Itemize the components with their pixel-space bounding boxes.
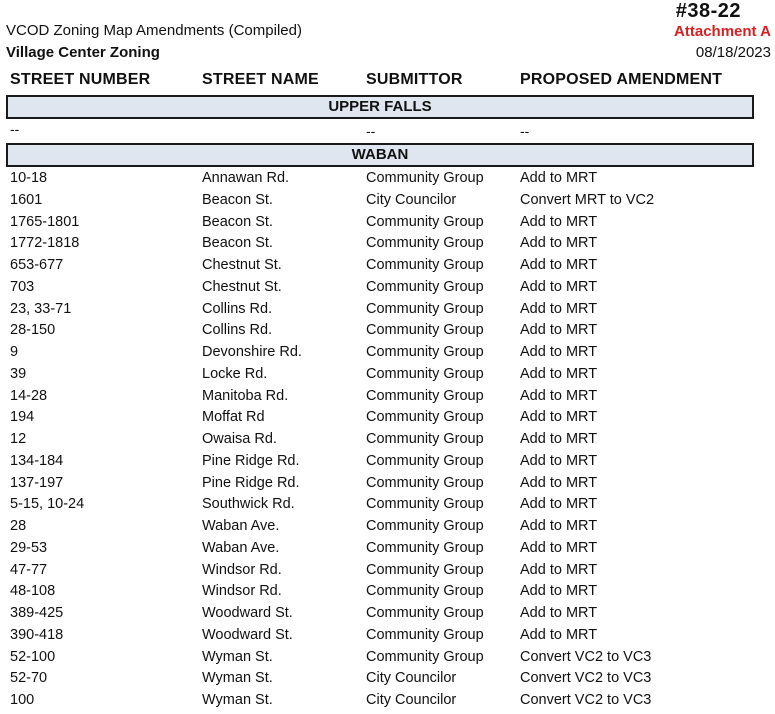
cell-proposed-amendment: Add to MRT xyxy=(520,496,598,513)
cell-street-name: Chestnut St. xyxy=(202,257,282,273)
cell-street-name: Chestnut St. xyxy=(202,278,282,295)
cell-proposed-amendment: Add to MRT xyxy=(520,409,598,426)
table-row xyxy=(0,562,775,584)
cell-street-number: 23, 33-71 xyxy=(10,300,72,317)
table-row xyxy=(0,170,775,192)
cell-street-number: 194 xyxy=(10,409,35,426)
cell-submittor: Community Group xyxy=(366,170,484,186)
cell-proposed-amendment: Add to MRT xyxy=(520,344,598,360)
cell-proposed-amendment: Add to MRT xyxy=(520,518,598,534)
cell-proposed-amendment: Add to MRT xyxy=(520,213,598,230)
table-row xyxy=(0,214,775,236)
cell-street-name: Wyman St. xyxy=(202,692,273,708)
cell-proposed-amendment: Convert VC2 to VC3 xyxy=(520,692,652,708)
document-date: 08/18/2023 xyxy=(695,44,771,61)
cell-street-name: Windsor Rd. xyxy=(202,561,282,578)
cell-submittor: City Councilor xyxy=(366,670,457,687)
column-header-street-number: STREET NUMBER xyxy=(10,71,151,88)
cell-street-name: Woodward St. xyxy=(202,626,293,643)
cell-submittor: Community Group xyxy=(366,452,484,469)
cell-proposed-amendment: Add to MRT xyxy=(520,365,598,382)
cell-submittor: City Councilor xyxy=(366,692,457,708)
cell-street-name: Beacon St. xyxy=(202,213,273,230)
cell-submittor: Community Group xyxy=(366,474,484,491)
table-row xyxy=(0,279,775,301)
cell-submittor: Community Group xyxy=(366,387,484,404)
cell-street-name: Moffat Rd xyxy=(202,409,265,426)
cell-street-name: Wyman St. xyxy=(202,670,273,687)
cell-proposed-amendment: Add to MRT xyxy=(520,431,598,447)
cell-street-number: 653-677 xyxy=(10,257,64,273)
cell-street-number: 100 xyxy=(10,692,35,708)
cell-submittor: Community Group xyxy=(366,213,484,230)
cell-street-name: Pine Ridge Rd. xyxy=(202,474,300,491)
cell-street-name: Annawan Rd. xyxy=(202,170,290,186)
cell-submittor: Community Group xyxy=(366,300,484,317)
cell-street-name: Waban Ave. xyxy=(202,518,280,534)
cell-street-name: Devonshire Rd. xyxy=(202,344,302,360)
cell-submittor: Community Group xyxy=(366,518,484,534)
cell-street-number: 137-197 xyxy=(10,474,64,491)
cell-street-number: 28-150 xyxy=(10,322,56,339)
cell-proposed-amendment: Convert VC2 to VC3 xyxy=(520,648,652,665)
cell-proposed-amendment: Add to MRT xyxy=(520,257,598,273)
cell-street-number: 1772-1818 xyxy=(10,235,80,252)
cell-street-number: 29-53 xyxy=(10,539,48,556)
document-title: VCOD Zoning Map Amendments (Compiled) xyxy=(6,22,302,39)
cell-proposed-amendment: Add to MRT xyxy=(520,583,598,600)
cell-street-name: Woodward St. xyxy=(202,605,293,621)
cell-submittor: Community Group xyxy=(366,257,484,273)
cell-street-number: 1765-1801 xyxy=(10,213,80,230)
cell-submittor: Community Group xyxy=(366,431,484,447)
cell-proposed-amendment: Add to MRT xyxy=(520,539,598,556)
table-row xyxy=(0,583,775,605)
cell-street-number: 12 xyxy=(10,431,27,447)
cell-submittor: City Councilor xyxy=(366,191,457,208)
cell-proposed-amendment: Add to MRT xyxy=(520,605,598,621)
cell-street-number: 52-100 xyxy=(10,648,56,665)
column-header-street-name: STREET NAME xyxy=(202,71,319,88)
table-row xyxy=(0,431,775,453)
cell-submittor: Community Group xyxy=(366,605,484,621)
upper-falls-amendment: -- xyxy=(520,123,530,139)
section-header-waban: WABAN xyxy=(6,143,754,167)
document-subtitle: Village Center Zoning xyxy=(6,44,160,61)
table-row xyxy=(0,235,775,257)
cell-proposed-amendment: Add to MRT xyxy=(520,170,598,186)
table-row xyxy=(0,540,775,562)
table-row xyxy=(0,344,775,366)
cell-street-number: 10-18 xyxy=(10,170,48,186)
cell-submittor: Community Group xyxy=(366,235,484,252)
table-row xyxy=(0,627,775,649)
cell-street-number: 134-184 xyxy=(10,452,64,469)
cell-submittor: Community Group xyxy=(366,344,484,360)
cell-proposed-amendment: Add to MRT xyxy=(520,235,598,252)
cell-submittor: Community Group xyxy=(366,583,484,600)
cell-street-number: 48-108 xyxy=(10,583,56,600)
cell-street-name: Pine Ridge Rd. xyxy=(202,452,300,469)
cell-submittor: Community Group xyxy=(366,539,484,556)
cell-street-name: Manitoba Rd. xyxy=(202,387,289,404)
table-row xyxy=(0,409,775,431)
table-row xyxy=(0,518,775,540)
cell-street-name: Beacon St. xyxy=(202,235,273,252)
cell-submittor: Community Group xyxy=(366,278,484,295)
cell-submittor: Community Group xyxy=(366,409,484,426)
cell-submittor: Community Group xyxy=(366,322,484,339)
table-row xyxy=(0,496,775,518)
table-row xyxy=(0,670,775,692)
column-header-submittor: SUBMITTOR xyxy=(366,71,463,88)
cell-street-number: 390-418 xyxy=(10,626,64,643)
cell-proposed-amendment: Add to MRT xyxy=(520,626,598,643)
cell-street-number: 28 xyxy=(10,518,27,534)
cell-street-name: Windsor Rd. xyxy=(202,583,282,600)
section-header-upper-falls: UPPER FALLS xyxy=(6,95,754,119)
table-row xyxy=(0,388,775,410)
table-row xyxy=(0,453,775,475)
table-row xyxy=(0,322,775,344)
cell-proposed-amendment: Add to MRT xyxy=(520,278,598,295)
cell-street-number: 389-425 xyxy=(10,605,64,621)
cell-street-number: 1601 xyxy=(10,191,43,208)
cell-submittor: Community Group xyxy=(366,561,484,578)
cell-street-name: Collins Rd. xyxy=(202,300,273,317)
cell-street-number: 39 xyxy=(10,365,27,382)
cell-proposed-amendment: Add to MRT xyxy=(520,452,598,469)
cell-submittor: Community Group xyxy=(366,648,484,665)
table-row xyxy=(0,301,775,323)
cell-proposed-amendment: Convert VC2 to VC3 xyxy=(520,670,652,687)
cell-street-number: 47-77 xyxy=(10,561,48,578)
document-number: #38-22 xyxy=(675,0,741,22)
cell-submittor: Community Group xyxy=(366,496,484,513)
cell-proposed-amendment: Add to MRT xyxy=(520,322,598,339)
cell-proposed-amendment: Add to MRT xyxy=(520,561,598,578)
cell-street-number: 14-28 xyxy=(10,387,48,404)
cell-street-number: 703 xyxy=(10,278,35,295)
column-header-proposed-amendment: PROPOSED AMENDMENT xyxy=(520,71,723,88)
cell-street-name: Collins Rd. xyxy=(202,322,273,339)
table-row xyxy=(0,257,775,279)
upper-falls-street-number: -- xyxy=(10,121,20,137)
table-row xyxy=(0,366,775,388)
cell-street-number: 9 xyxy=(10,344,19,360)
cell-street-name: Owaisa Rd. xyxy=(202,431,277,447)
table-row xyxy=(0,605,775,627)
cell-proposed-amendment: Add to MRT xyxy=(520,387,598,404)
cell-proposed-amendment: Convert MRT to VC2 xyxy=(520,191,655,208)
cell-street-name: Beacon St. xyxy=(202,191,273,208)
upper-falls-submittor: -- xyxy=(366,123,376,139)
attachment-label: Attachment A xyxy=(674,23,771,40)
table-row xyxy=(0,692,775,714)
cell-submittor: Community Group xyxy=(366,626,484,643)
table-row xyxy=(0,649,775,671)
table-row xyxy=(0,475,775,497)
cell-proposed-amendment: Add to MRT xyxy=(520,300,598,317)
table-row xyxy=(0,192,775,214)
cell-street-name: Waban Ave. xyxy=(202,539,280,556)
cell-street-number: 52-70 xyxy=(10,670,48,687)
cell-street-name: Locke Rd. xyxy=(202,365,268,382)
cell-street-name: Wyman St. xyxy=(202,648,273,665)
cell-street-name: Southwick Rd. xyxy=(202,496,295,513)
cell-proposed-amendment: Add to MRT xyxy=(520,474,598,491)
cell-submittor: Community Group xyxy=(366,365,484,382)
cell-street-number: 5-15, 10-24 xyxy=(10,496,85,513)
